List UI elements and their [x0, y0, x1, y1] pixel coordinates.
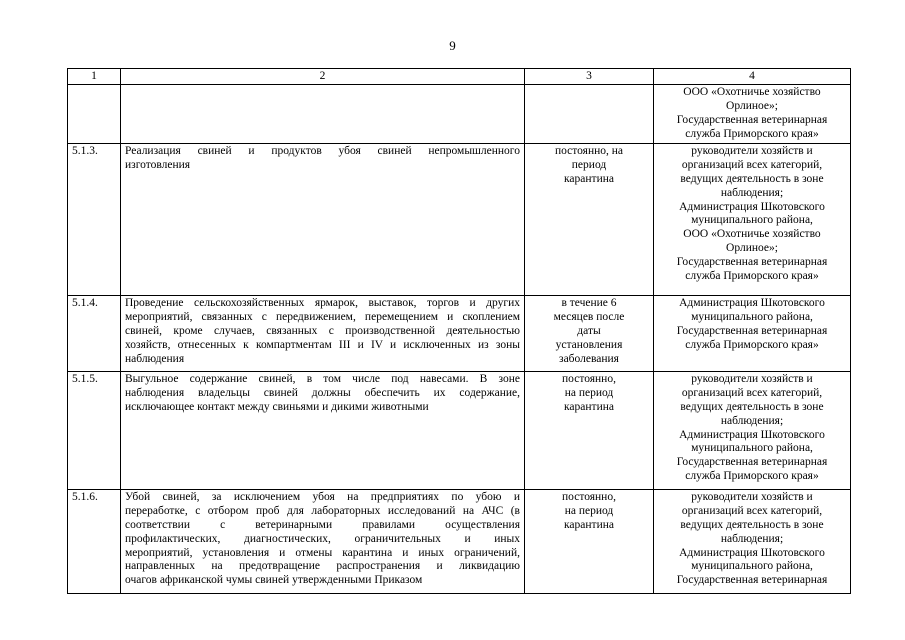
resp-line: ведущих деятельность в зоне [680, 172, 824, 185]
resp-line: Государственная ветеринарная [676, 256, 828, 269]
term-line: в течение 6 [561, 296, 617, 309]
resp-line: ООО «Охотничье хозяйство [683, 85, 821, 98]
desc-line: очагов африканской чумы свиней утвержденными Приказом [125, 574, 423, 587]
desc-line: мероприятий, связанных с передвижением, перемещением и скоплением [125, 310, 520, 323]
resp-line: служба Приморского края» [685, 338, 819, 351]
desc-line: Убой свиней, за исключением убоя на предприятиях по убою и [125, 490, 520, 503]
measure-description [121, 84, 525, 143]
table-header-row [68, 69, 851, 85]
term-line: постоянно, [562, 490, 616, 503]
resp-line: муниципального района, [691, 442, 813, 455]
resp-line: организаций всех категорий, [681, 158, 823, 171]
measure-term [525, 84, 654, 143]
resp-line: служба Приморского края» [685, 127, 819, 140]
measure-description [121, 489, 525, 593]
responsible-parties [654, 143, 851, 295]
resp-line: Администрация Шкотовского [679, 200, 825, 213]
resp-line: Орлиное»; [726, 242, 778, 255]
desc-line: наблюдения [125, 352, 185, 365]
desc-line: профилактических, диагностических, ограничительных и иных [125, 532, 520, 545]
resp-line: руководители хозяйств и [691, 144, 813, 157]
row-number: 5.1.3. [68, 143, 121, 295]
resp-line: наблюдения; [720, 186, 784, 199]
term-line: карантина [564, 172, 614, 185]
table-body [68, 84, 851, 593]
desc-line: исключающее контакт между свиньями и дикими животными [125, 400, 429, 413]
desc-line: Проведение сельскохозяйственных ярмарок, выставок, торгов и других [125, 296, 520, 309]
measure-term [525, 489, 654, 593]
desc-line: переработке, с отбором проб для лабораторных исследований на АЧС (в [125, 504, 520, 517]
resp-line: руководители хозяйств и [691, 372, 813, 385]
desc-line: свиней, кроме случаев, связанных с производственной деятельностью [125, 324, 520, 337]
responsible-parties [654, 295, 851, 371]
measure-description [121, 371, 525, 489]
resp-line: руководители хозяйств и [691, 490, 813, 503]
row-number: 5.1.4. [68, 295, 121, 371]
header-col-1: 1 [68, 69, 121, 85]
row-number: 5.1.5. [68, 371, 121, 489]
header-col-3: 3 [525, 69, 654, 85]
desc-line: направленных на предотвращение распространения и ликвидацию [125, 560, 520, 573]
measure-description [121, 295, 525, 371]
header-col-4: 4 [654, 69, 851, 85]
measure-term [525, 295, 654, 371]
resp-line: наблюдения; [720, 532, 784, 545]
resp-line: Орлиное»; [726, 99, 778, 112]
resp-line: организаций всех категорий, [681, 504, 823, 517]
term-line: карантина [564, 400, 614, 413]
resp-line: Государственная ветеринарная [676, 574, 828, 587]
responsible-parties [654, 371, 851, 489]
table-row [68, 143, 851, 295]
desc-line: мероприятий, установления и отмены карантина и иных ограничений, [125, 546, 520, 559]
resp-line: муниципального района, [691, 560, 813, 573]
desc-line: соответствии с ветеринарными правилами осуществления [125, 518, 520, 531]
desc-line: хозяйств, отнесенных к компартментам III и IV и исключенных из зоны [125, 338, 520, 351]
row-number: 5.1.6. [68, 489, 121, 593]
term-line: период [571, 158, 607, 171]
table-row [68, 489, 851, 593]
row-number [68, 84, 121, 143]
table-row [68, 84, 851, 143]
term-line: установления [555, 338, 623, 351]
resp-line: муниципального района, [691, 310, 813, 323]
term-line: карантина [564, 518, 614, 531]
desc-line: Выгульное содержание свиней, в том числе под навесами. В зоне [125, 372, 520, 385]
desc-line: Реализация свиней и продуктов убоя свиней непромышленного [125, 144, 520, 157]
term-line: на период [564, 386, 614, 399]
resp-line: ведущих деятельность в зоне [680, 518, 824, 531]
table-row [68, 371, 851, 489]
resp-line: Администрация Шкотовского [679, 296, 825, 309]
resp-line: муниципального района, [691, 214, 813, 227]
measure-description [121, 143, 525, 295]
term-line: заболевания [559, 352, 619, 365]
resp-line: Государственная ветеринарная [676, 113, 828, 126]
measures-table [67, 68, 851, 594]
term-line: месяцев после [553, 310, 625, 323]
term-line: постоянно, [562, 372, 616, 385]
resp-line: ООО «Охотничье хозяйство [683, 228, 821, 241]
resp-line: Государственная ветеринарная [676, 324, 828, 337]
resp-line: Администрация Шкотовского [679, 546, 825, 559]
resp-line: служба Приморского края» [685, 470, 819, 483]
resp-line: организаций всех категорий, [681, 386, 823, 399]
resp-line: ведущих деятельность в зоне [680, 400, 824, 413]
table-row [68, 295, 851, 371]
resp-line: Администрация Шкотовского [679, 428, 825, 441]
responsible-parties [654, 84, 851, 143]
term-line: постоянно, на [554, 144, 624, 157]
responsible-parties [654, 489, 851, 593]
desc-line: наблюдения владельцы свиней должны обеспечить их содержание, [125, 386, 520, 399]
term-line: на период [564, 504, 614, 517]
page-number: 9 [449, 38, 456, 53]
measure-term [525, 143, 654, 295]
desc-line: изготовления [125, 158, 191, 171]
resp-line: служба Приморского края» [685, 270, 819, 283]
resp-line: наблюдения; [720, 414, 784, 427]
measure-term [525, 371, 654, 489]
header-col-2: 2 [121, 69, 525, 85]
resp-line: Государственная ветеринарная [676, 456, 828, 469]
term-line: даты [577, 324, 601, 337]
